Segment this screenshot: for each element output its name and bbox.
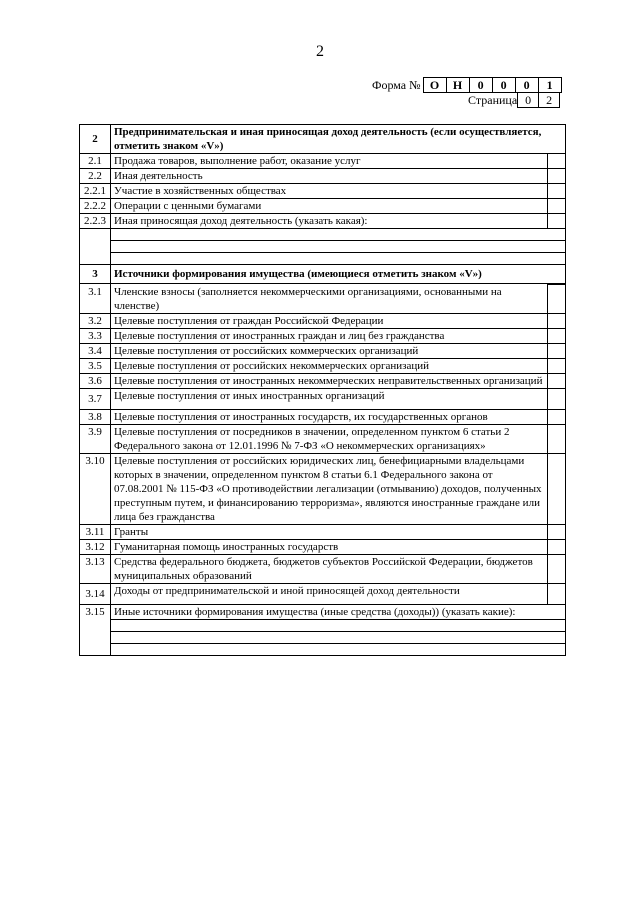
activity-table: [79, 124, 566, 656]
row-text: Целевые поступления от российских юридических лиц, бенефициарными владельцами которых в значении, определенном пунктом 8 статьи 6.1 Федерального закона от 07.08.2001 № 115-ФЗ «О противодействии легализации (отмыванию) доходов, полученных преступным путем, и финансированию терроризма», являются иностранные граждане или лица без гражданства: [111, 453, 548, 524]
row-number: 2.2.2: [80, 199, 111, 214]
row-text: Иные источники формирования имущества (иные средства (доходы)) (указать какие):: [111, 605, 566, 620]
mark-checkbox[interactable]: [548, 453, 566, 524]
table-row: [80, 214, 566, 229]
table-row: [80, 328, 566, 343]
table-row: [80, 605, 566, 620]
row-number: 3.11: [80, 524, 111, 539]
row-number: 3.9: [80, 424, 111, 453]
table-row: [80, 583, 566, 604]
fill-in-row: [80, 229, 566, 241]
section-title: Предпринимательская и иная приносящая доход деятельность (если осуществляется, отметить знаком «V»): [111, 125, 566, 154]
table-row: [80, 388, 566, 409]
section-number: 2: [80, 125, 111, 154]
row-number: 2.2: [80, 169, 111, 184]
mark-checkbox[interactable]: [548, 214, 566, 229]
fill-in-line[interactable]: [111, 631, 566, 643]
row-text: Гранты: [111, 524, 548, 539]
table-row: [80, 184, 566, 199]
mark-checkbox[interactable]: [548, 524, 566, 539]
row-number: 3.15: [80, 605, 111, 620]
mark-checkbox[interactable]: [548, 154, 566, 169]
page-indicator: [468, 92, 560, 108]
mark-checkbox[interactable]: [548, 313, 566, 328]
form-number-label: Форма №: [372, 77, 421, 92]
fill-in-line[interactable]: [111, 241, 566, 253]
row-text: Средства федерального бюджета, бюджетов субъектов Российской Федерации, бюджетов муниципальных образований: [111, 554, 548, 583]
row-text: Доходы от предпринимательской и иной приносящей доход деятельности: [111, 583, 548, 604]
fill-in-row: [80, 631, 566, 643]
row-text: Целевые поступления от посредников в значении, определенном пунктом 6 статьи 2 Федерального закона от 12.01.1996 № 7-ФЗ «О некоммерческих организациях»: [111, 424, 548, 453]
row-text: Целевые поступления от российских некоммерческих организаций: [111, 358, 548, 373]
row-text: Операции с ценными бумагами: [111, 199, 548, 214]
form-code-cell: 1: [538, 78, 561, 92]
table-row: [80, 409, 566, 424]
form-number: [372, 77, 562, 93]
row-number: 3.8: [80, 409, 111, 424]
form-code-cells: [423, 77, 562, 93]
page-cell: 0: [525, 93, 532, 107]
fill-in-row: [80, 241, 566, 253]
table-row: [80, 313, 566, 328]
table-row: [80, 154, 566, 169]
mark-checkbox[interactable]: [548, 554, 566, 583]
row-number: 3.12: [80, 539, 111, 554]
page-cells: [517, 92, 560, 108]
table-row: [80, 199, 566, 214]
table-row: [80, 539, 566, 554]
section-3-header: [80, 265, 566, 284]
mark-checkbox[interactable]: [548, 199, 566, 214]
row-number: 3.6: [80, 373, 111, 388]
fill-in-row: [80, 619, 566, 631]
page-label: Страница: [468, 92, 518, 107]
table-row: [80, 358, 566, 373]
form-code-cell: 0: [492, 78, 515, 92]
row-text: Гуманитарная помощь иностранных государств: [111, 539, 548, 554]
page-number: 2: [316, 43, 324, 60]
mark-checkbox[interactable]: [548, 328, 566, 343]
row-text: Целевые поступления от российских коммерческих организаций: [111, 343, 548, 358]
row-text: Целевые поступления от иностранных некоммерческих неправительственных организаций: [111, 373, 548, 388]
fill-in-line[interactable]: [111, 643, 566, 655]
section-title: Источники формирования имущества (имеющиеся отметить знаком «V»): [111, 265, 566, 284]
row-text: Участие в хозяйственных обществах: [111, 184, 548, 199]
row-number: 3.7: [80, 388, 111, 409]
row-text: Иная деятельность: [111, 169, 548, 184]
row-number: 3.2: [80, 313, 111, 328]
table-row: [80, 554, 566, 583]
row-text: Целевые поступления от иных иностранных организаций: [111, 388, 548, 409]
row-number: 3.5: [80, 358, 111, 373]
fill-in-row: [80, 253, 566, 265]
mark-checkbox[interactable]: [548, 169, 566, 184]
row-text: Продажа товаров, выполнение работ, оказание услуг: [111, 154, 548, 169]
table-row: [80, 169, 566, 184]
row-text: Целевые поступления от иностранных граждан и лиц без гражданства: [111, 328, 548, 343]
mark-checkbox[interactable]: [548, 409, 566, 424]
form-code-cell: Н: [446, 78, 469, 92]
section-2-header: [80, 125, 566, 154]
row-number: 3.14: [80, 583, 111, 604]
row-text: Целевые поступления от граждан Российской Федерации: [111, 313, 548, 328]
row-number: 2.2.1: [80, 184, 111, 199]
page-cell: 2: [538, 93, 559, 107]
row-number: 3.13: [80, 554, 111, 583]
table-row: [80, 285, 566, 314]
row-number: 3.4: [80, 343, 111, 358]
table-row: [80, 524, 566, 539]
table-row: [80, 343, 566, 358]
table-row: [80, 424, 566, 453]
table-row: [80, 373, 566, 388]
mark-checkbox[interactable]: [548, 539, 566, 554]
mark-checkbox[interactable]: [548, 184, 566, 199]
table-row: [80, 453, 566, 524]
row-text: Иная приносящая доход деятельность (указать какая):: [111, 214, 548, 229]
row-number: 2.2.3: [80, 214, 111, 229]
row-text: Членские взносы (заполняется некоммерческими организациями, основанными на членстве): [111, 285, 548, 314]
form-code-cell: 0: [469, 78, 492, 92]
row-number: 3.10: [80, 453, 111, 524]
mark-checkbox[interactable]: [548, 358, 566, 373]
row-number: 3.1: [80, 285, 111, 314]
fill-in-row: [80, 643, 566, 655]
form-code-cell: 0: [515, 78, 538, 92]
mark-checkbox[interactable]: [548, 285, 566, 314]
mark-checkbox[interactable]: [548, 424, 566, 453]
row-text: Целевые поступления от иностранных государств, их государственных органов: [111, 409, 548, 424]
fill-in-line[interactable]: [111, 253, 566, 265]
form-code-cell: О: [429, 78, 440, 92]
row-number: 2.1: [80, 154, 111, 169]
row-number: 3.3: [80, 328, 111, 343]
fill-in-line[interactable]: [111, 229, 566, 241]
mark-checkbox[interactable]: [548, 373, 566, 388]
section-number: 3: [80, 265, 111, 284]
mark-checkbox[interactable]: [548, 583, 566, 604]
fill-in-line[interactable]: [111, 619, 566, 631]
mark-checkbox[interactable]: [548, 388, 566, 409]
mark-checkbox[interactable]: [548, 343, 566, 358]
